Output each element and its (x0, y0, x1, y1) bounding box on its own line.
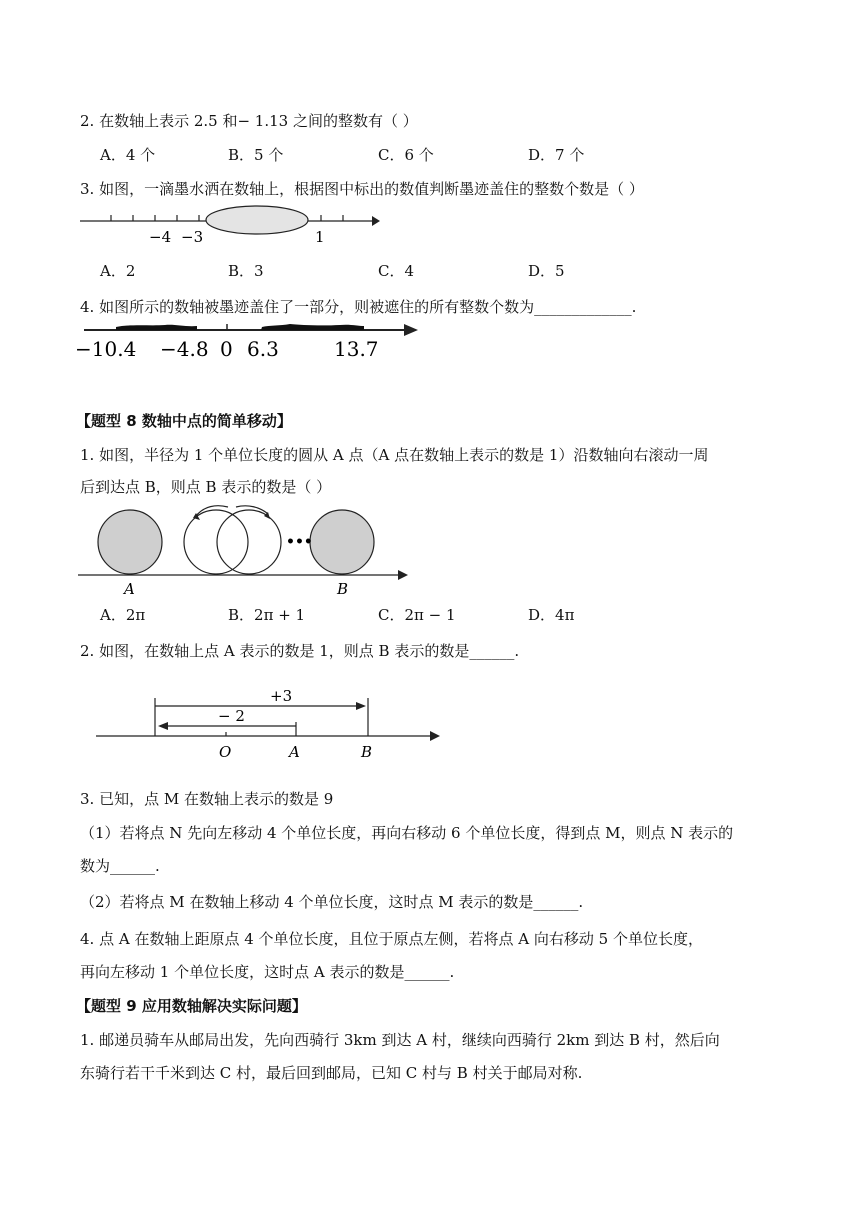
point-b-label-2: B (361, 743, 373, 761)
section-8-heading: 【题型 8 数轴中点的简单移动】 (76, 412, 292, 430)
question-3-option-c: C．4 (378, 262, 415, 280)
section-8-q4-line1: 4. 点 A 在数轴上距原点 4 个单位长度，且位于原点左侧，若将点 A 向右移动 5 个单位长度， (80, 930, 703, 948)
section-8-q3-p2: （2）若将点 M 在数轴上移动 4 个单位长度，这时点 M 表示的数是______. (80, 893, 584, 911)
label-minus-10-4: −10.4 (75, 337, 137, 361)
section-8-q2-text: 2. 如图，在数轴上点 A 表示的数是 1，则点 B 表示的数是______. (80, 642, 520, 660)
ellipsis-dots: ••• (286, 534, 313, 550)
origin-o-label: O (219, 743, 232, 761)
label-13-7: 13.7 (334, 337, 379, 361)
question-2-text: 2. 在数轴上表示 2.5 和− 1.13 之间的整数有（ ） (80, 112, 418, 130)
question-2-option-c: C．6 个 (378, 146, 434, 164)
minus-2-label: − 2 (218, 707, 245, 725)
question-3-option-d: D．5 (528, 262, 565, 280)
label-minus-3: −3 (181, 228, 204, 246)
section-8-q1-line2: 后到达点 B，则点 B 表示的数是（ ） (80, 478, 332, 496)
question-2-option-d: D．7 个 (528, 146, 585, 164)
question-3-text: 3. 如图，一滴墨水洒在数轴上，根据图中标出的数值判断墨迹盖住的整数个数是（ ） (80, 180, 644, 198)
section-8-q4-line2: 再向左移动 1 个单位长度，这时点 A 表示的数是______. (80, 963, 455, 981)
question-2-option-a: A．4 个 (100, 146, 156, 164)
question-3-option-a: A．2 (100, 262, 136, 280)
section-8-q1-option-d: D．4π (528, 606, 575, 624)
section-8-q1-option-b: B．2π + 1 (228, 606, 306, 624)
section-8-q3-p1-line2: 数为______. (80, 857, 160, 875)
point-a-label-2: A (289, 743, 300, 761)
section-8-q3-intro: 3. 已知，点 M 在数轴上表示的数是 9 (80, 790, 334, 808)
question-4-text: 4. 如图所示的数轴被墨迹盖住了一部分，则被遮住的所有整数个数为_____________. (80, 298, 637, 316)
label-0: 0 (220, 337, 233, 361)
plus-3-label: +3 (270, 687, 293, 705)
question-2-option-b: B．5 个 (228, 146, 284, 164)
section-9-q1-line1: 1. 邮递员骑车从邮局出发，先向西骑行 3km 到达 A 村，继续向西骑行 2km 到达 B 村，然后向 (80, 1031, 720, 1049)
label-minus-4: −4 (149, 228, 172, 246)
label-6-3: 6.3 (247, 337, 279, 361)
section-8-q1-line1: 1. 如图，半径为 1 个单位长度的圆从 A 点（A 点在数轴上表示的数是 1）沿数轴向右滚动一周 (80, 446, 709, 464)
section-8-q1-option-c: C．2π − 1 (378, 606, 456, 624)
label-1: 1 (315, 228, 325, 246)
label-minus-4-8: −4.8 (160, 337, 209, 361)
section-8-q3-p1-line1: （1）若将点 N 先向左移动 4 个单位长度，再向右移动 6 个单位长度，得到点 M，则点 N 表示的 (80, 824, 734, 842)
question-3-option-b: B．3 (228, 262, 264, 280)
section-9-q1-line2: 东骑行若干千米到达 C 村，最后回到邮局，已知 C 村与 B 村关于邮局对称. (80, 1064, 583, 1082)
point-a-label: A (124, 580, 135, 598)
section-8-q1-option-a: A．2π (100, 606, 146, 624)
section-9-heading: 【题型 9 应用数轴解决实际问题】 (76, 997, 307, 1015)
point-b-label: B (337, 580, 349, 598)
